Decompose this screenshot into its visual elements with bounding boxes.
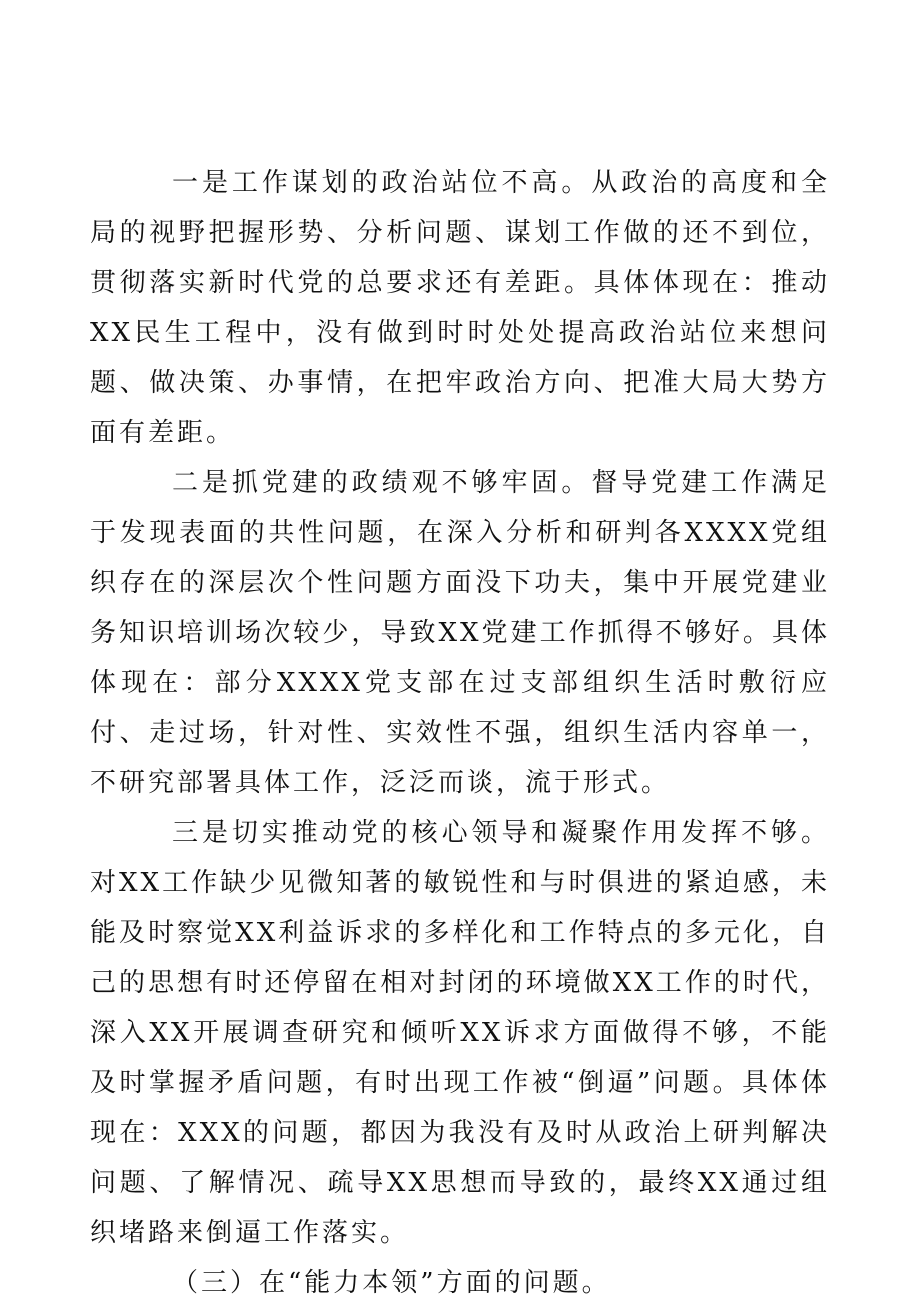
- document-body: [90, 158, 830, 1308]
- paragraph-three: 三是切实推动党的核心领导和凝聚作用发挥不够。对XX工作缺少见微知著的敏锐性和与时俱进的紧迫感，未能及时察觉XX利益诉求的多样化和工作特点的多元化，自己的思想有时还停留在相对封闭的环境做XX工作的时代，深入XX开展调查研究和倾听XX诉求方面做得不够，不能及时掌握矛盾问题，有时出现工作被“倒逼”问题。具体体现在：XXX的问题，都因为我没有及时从政治上研判解决问题、了解情况、疏导XX思想而导致的，最终XX通过组织堵路来倒逼工作落实。: [90, 818, 830, 1248]
- paragraph-two: 二是抓党建的政绩观不够牢固。督导党建工作满足于发现表面的共性问题，在深入分析和研判各XXXX党组织存在的深层次个性问题方面没下功夫，集中开展党建业务知识培训场次较少，导致XX党建工作抓得不够好。具体体现在：部分XXXX党支部在过支部组织生活时敷衍应付、走过场，针对性、实效性不强，组织生活内容单一，不研究部署具体工作，泛泛而谈，流于形式。: [90, 468, 830, 798]
- section-heading: （三）在“能力本领”方面的问题。: [172, 1268, 611, 1298]
- paragraph-one: 一是工作谋划的政治站位不高。从政治的高度和全局的视野把握形势、分析问题、谋划工作做的还不到位，贯彻落实新时代党的总要求还有差距。具体体现在：推动XX民生工程中，没有做到时时处处提高政治站位来想问题、做决策、办事情，在把牢政治方向、把准大局大势方面有差距。: [90, 168, 830, 448]
